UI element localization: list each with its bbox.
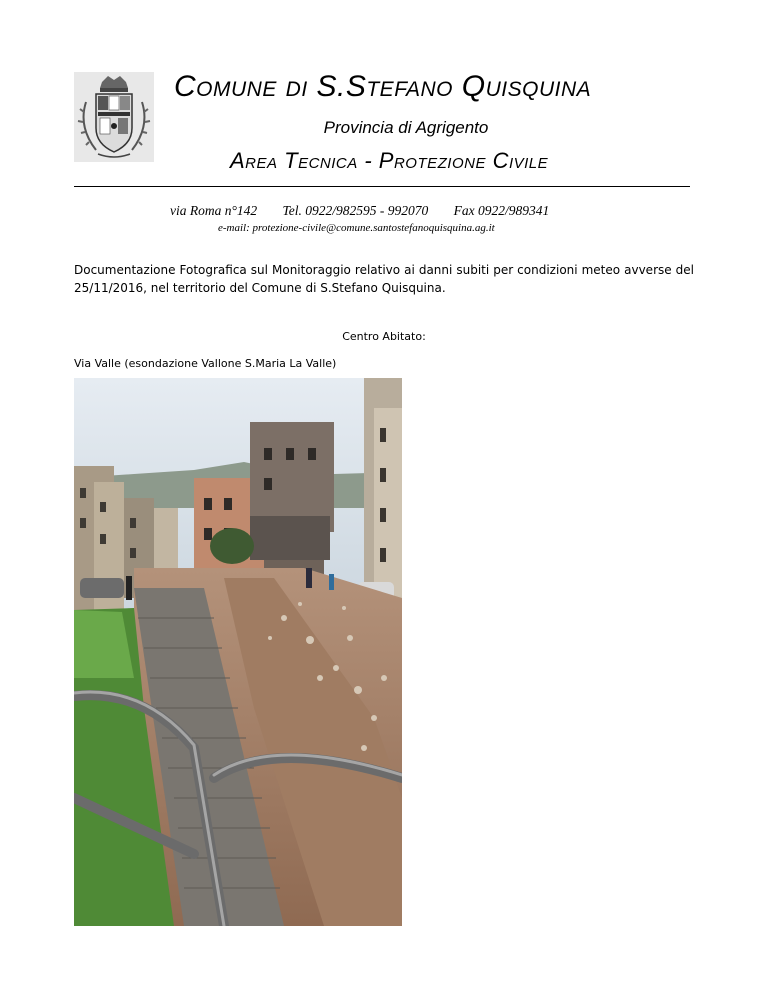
department-name: Area Tecnica - Protezione Civile — [230, 148, 549, 173]
photo-caption: Via Valle (esondazione Vallone S.Maria La Valle) — [74, 357, 337, 370]
intro-paragraph: Documentazione Fotografica sul Monitoraggio relativo ai danni subiti per condizioni meteo avverse del 25/11/2016, nel territorio del Comune di S.Stefano Quisquina. — [74, 263, 694, 295]
municipal-crest — [74, 72, 154, 162]
section-title: Centro Abitato: — [342, 330, 426, 343]
contact-line — [170, 203, 549, 219]
municipality-title: Comune di S.Stefano Quisquina — [174, 70, 592, 103]
flood-photo — [74, 378, 402, 926]
email-address: e-mail: protezione-civile@comune.santostefanoquisquina.ag.it — [218, 222, 495, 234]
phone-number: Tel. 0922/982595 - 992070 — [282, 203, 429, 218]
fax-number: Fax 0922/989341 — [453, 203, 550, 218]
header-divider — [74, 186, 690, 187]
address: via Roma n°142 — [170, 203, 258, 218]
province-name: Provincia di Agrigento — [323, 118, 489, 137]
